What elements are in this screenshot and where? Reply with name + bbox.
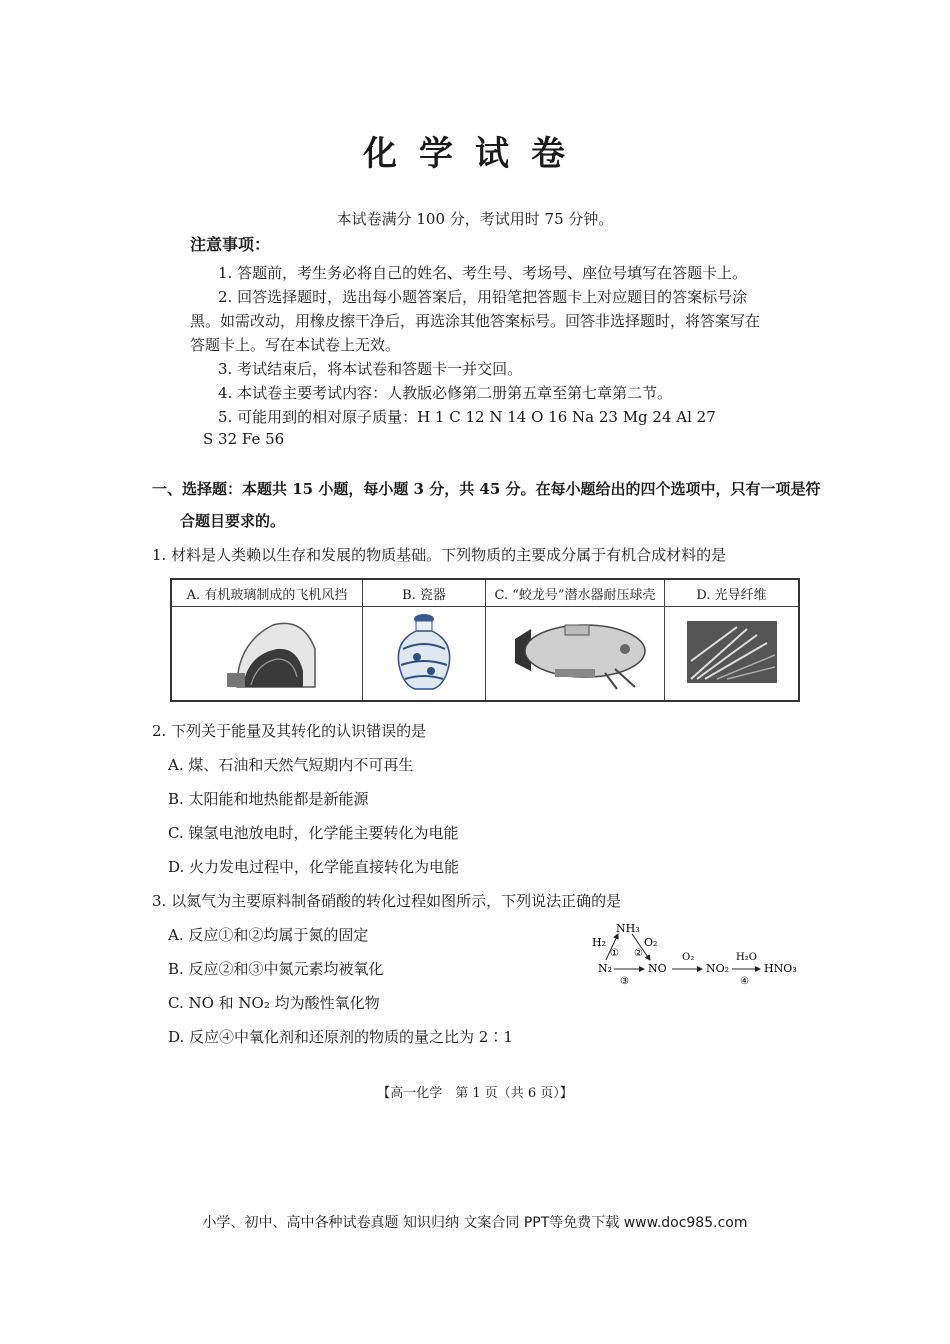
diagram-reaction-2: ② xyxy=(634,948,643,959)
option-c-image xyxy=(486,607,665,702)
submersible-image xyxy=(495,609,655,695)
diagram-nh3: NH₃ xyxy=(616,922,640,935)
note-line: 5. 可能用到的相对原子质量：H 1 C 12 N 14 O 16 Na 23 Mg 24 Al 27 xyxy=(218,408,716,426)
download-banner: 小学、初中、高中各种试卷真题 知识归纳 文案合同 PPT等免费下载 www.doc985.com xyxy=(202,1215,748,1231)
question-2-option-b: B. 太阳能和地热能都是新能源 xyxy=(168,790,369,808)
option-d-label: D. 光导纤维 xyxy=(665,579,800,607)
aircraft-canopy-image xyxy=(207,609,327,695)
question-3-option-b: B. 反应②和③中氮元素均被氧化 xyxy=(168,960,384,978)
option-b-image xyxy=(363,607,486,702)
porcelain-vase-image xyxy=(389,609,459,695)
diagram-no: NO xyxy=(648,962,667,975)
note-line: 黑。如需改动，用橡皮擦干净后，再选涂其他答案标号。回答非选择题时，将答案写在 xyxy=(190,312,761,330)
question-2-option-d: D. 火力发电过程中，化学能直接转化为电能 xyxy=(168,858,460,876)
note-line: 4. 本试卷主要考试内容：人教版必修第二册第五章至第七章第二节。 xyxy=(218,384,673,402)
exam-info: 本试卷满分 100 分，考试用时 75 分钟。 xyxy=(336,210,614,228)
option-d-image xyxy=(665,607,800,702)
note-line: S 32 Fe 56 xyxy=(203,430,285,448)
option-c-label: C. “蛟龙号”潜水器耐压球壳 xyxy=(486,579,665,607)
question-1-options-table xyxy=(170,578,800,702)
question-3-option-a: A. 反应①和②均属于氮的固定 xyxy=(168,926,369,944)
note-line: 3. 考试结束后，将本试卷和答题卡一并交回。 xyxy=(218,360,523,378)
question-3-stem: 3. 以氮气为主要原料制备硝酸的转化过程如图所示，下列说法正确的是 xyxy=(152,892,622,910)
diagram-hno3: HNO₃ xyxy=(764,962,797,975)
optical-fiber-image xyxy=(687,621,777,683)
diagram-o2-b: O₂ xyxy=(682,952,695,963)
diagram-reaction-1: ① xyxy=(610,948,619,959)
note-line: 1. 答题前，考生务必将自己的姓名、考生号、考场号、座位号填写在答题卡上。 xyxy=(218,264,748,282)
option-b-label: B. 瓷器 xyxy=(363,579,486,607)
question-2-stem: 2. 下列关于能量及其转化的认识错误的是 xyxy=(152,722,427,740)
question-1-stem: 1. 材料是人类赖以生存和发展的物质基础。下列物质的主要成分属于有机合成材料的是 xyxy=(152,546,727,564)
question-3-option-d: D. 反应④中氧化剂和还原剂的物质的量之比为 2∶1 xyxy=(168,1028,513,1046)
question-2-option-c: C. 镍氢电池放电时，化学能主要转化为电能 xyxy=(168,824,459,842)
section-heading-cont: 合题目要求的。 xyxy=(180,512,286,530)
section-heading: 一、选择题：本题共 15 小题，每小题 3 分，共 45 分。在每小题给出的四个选项中，只有一项是符 xyxy=(152,480,821,498)
option-a-image xyxy=(171,607,363,702)
option-a-label: A. 有机玻璃制成的飞机风挡 xyxy=(171,579,363,607)
note-line: 2. 回答选择题时，选出每小题答案后，用铅笔把答题卡上对应题目的答案标号涂 xyxy=(218,288,748,306)
notes-heading: 注意事项： xyxy=(190,235,271,254)
question-2-option-a: A. 煤、石油和天然气短期内不可再生 xyxy=(168,756,414,774)
nitrogen-conversion-diagram xyxy=(588,918,808,988)
note-line: 答题卡上。写在本试卷上无效。 xyxy=(190,336,401,354)
diagram-n2: N₂ xyxy=(598,962,613,975)
diagram-h2: H₂ xyxy=(592,936,607,949)
diagram-h2o: H₂O xyxy=(736,952,757,963)
diagram-reaction-4: ④ xyxy=(740,976,749,987)
page-title: 化学试卷 xyxy=(363,134,587,174)
diagram-reaction-3: ③ xyxy=(620,976,629,987)
question-3-option-c: C. NO 和 NO₂ 均为酸性氧化物 xyxy=(168,994,380,1012)
diagram-no2: NO₂ xyxy=(706,962,730,975)
page-footer: 【高一化学 第 1 页（共 6 页）】 xyxy=(377,1086,573,1101)
diagram-o2-a: O₂ xyxy=(644,936,658,949)
